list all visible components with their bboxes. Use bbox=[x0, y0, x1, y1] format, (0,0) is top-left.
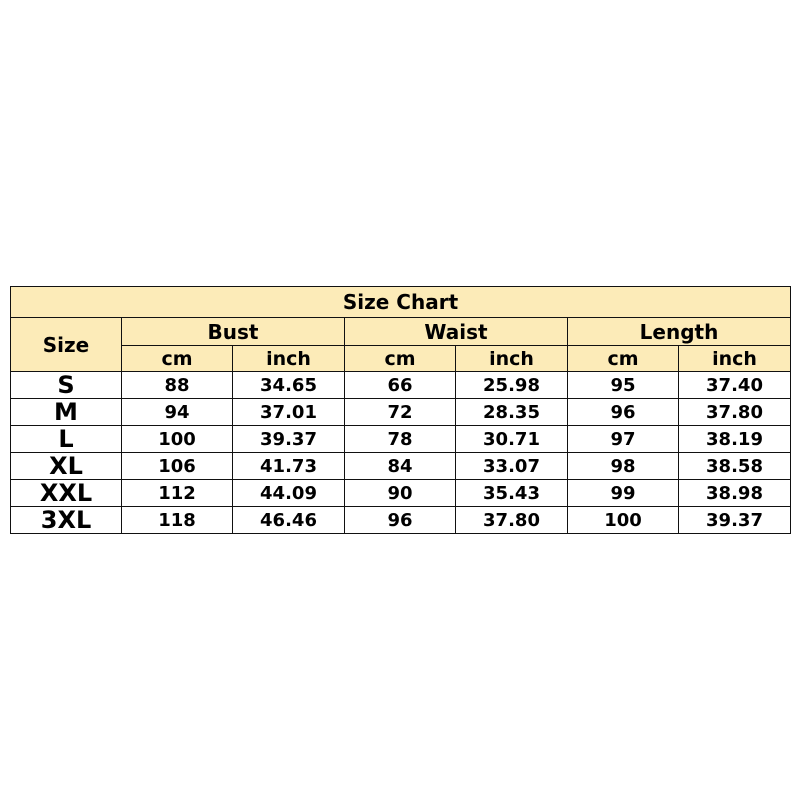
table-cell: 98 bbox=[568, 453, 679, 480]
size-chart-table bbox=[10, 286, 791, 534]
table-cell: 46.46 bbox=[233, 507, 345, 534]
size-label: S bbox=[11, 372, 122, 399]
table-cell: 88 bbox=[122, 372, 233, 399]
table-cell: 30.71 bbox=[456, 426, 568, 453]
table-row bbox=[11, 372, 791, 399]
table-cell: 37.01 bbox=[233, 399, 345, 426]
size-label: 3XL bbox=[11, 507, 122, 534]
table-cell: 38.58 bbox=[679, 453, 791, 480]
table-cell: 39.37 bbox=[679, 507, 791, 534]
size-column-header: Size bbox=[11, 318, 122, 372]
table-row bbox=[11, 453, 791, 480]
waist-header: Waist bbox=[345, 318, 568, 346]
table-cell: 34.65 bbox=[233, 372, 345, 399]
table-cell: 99 bbox=[568, 480, 679, 507]
table-cell: 84 bbox=[345, 453, 456, 480]
table-cell: 106 bbox=[122, 453, 233, 480]
table-cell: 118 bbox=[122, 507, 233, 534]
table-cell: 78 bbox=[345, 426, 456, 453]
table-cell: 94 bbox=[122, 399, 233, 426]
bust-header: Bust bbox=[122, 318, 345, 346]
group-header-row bbox=[11, 318, 791, 346]
size-label: XXL bbox=[11, 480, 122, 507]
table-cell: 44.09 bbox=[233, 480, 345, 507]
table-cell: 100 bbox=[568, 507, 679, 534]
size-label: M bbox=[11, 399, 122, 426]
table-title: Size Chart bbox=[11, 287, 791, 318]
length-header: Length bbox=[568, 318, 791, 346]
table-cell: 38.19 bbox=[679, 426, 791, 453]
table-cell: 37.40 bbox=[679, 372, 791, 399]
unit-header: cm bbox=[568, 346, 679, 372]
unit-header: inch bbox=[233, 346, 345, 372]
table-cell: 39.37 bbox=[233, 426, 345, 453]
unit-header: cm bbox=[122, 346, 233, 372]
size-label: XL bbox=[11, 453, 122, 480]
table-cell: 96 bbox=[345, 507, 456, 534]
table-cell: 112 bbox=[122, 480, 233, 507]
table-cell: 25.98 bbox=[456, 372, 568, 399]
table-cell: 33.07 bbox=[456, 453, 568, 480]
table-cell: 66 bbox=[345, 372, 456, 399]
table-cell: 97 bbox=[568, 426, 679, 453]
table-row bbox=[11, 507, 791, 534]
table-cell: 37.80 bbox=[456, 507, 568, 534]
table-cell: 90 bbox=[345, 480, 456, 507]
table-row bbox=[11, 399, 791, 426]
table-row bbox=[11, 480, 791, 507]
title-row bbox=[11, 287, 791, 318]
size-label: L bbox=[11, 426, 122, 453]
table-cell: 72 bbox=[345, 399, 456, 426]
table-cell: 37.80 bbox=[679, 399, 791, 426]
table-body bbox=[11, 372, 791, 534]
table-cell: 28.35 bbox=[456, 399, 568, 426]
table-cell: 96 bbox=[568, 399, 679, 426]
table-row bbox=[11, 426, 791, 453]
table-cell: 100 bbox=[122, 426, 233, 453]
unit-header: inch bbox=[456, 346, 568, 372]
unit-header: inch bbox=[679, 346, 791, 372]
table-cell: 41.73 bbox=[233, 453, 345, 480]
unit-header-row bbox=[11, 346, 791, 372]
table-cell: 38.98 bbox=[679, 480, 791, 507]
table-cell: 35.43 bbox=[456, 480, 568, 507]
table-cell: 95 bbox=[568, 372, 679, 399]
unit-header: cm bbox=[345, 346, 456, 372]
